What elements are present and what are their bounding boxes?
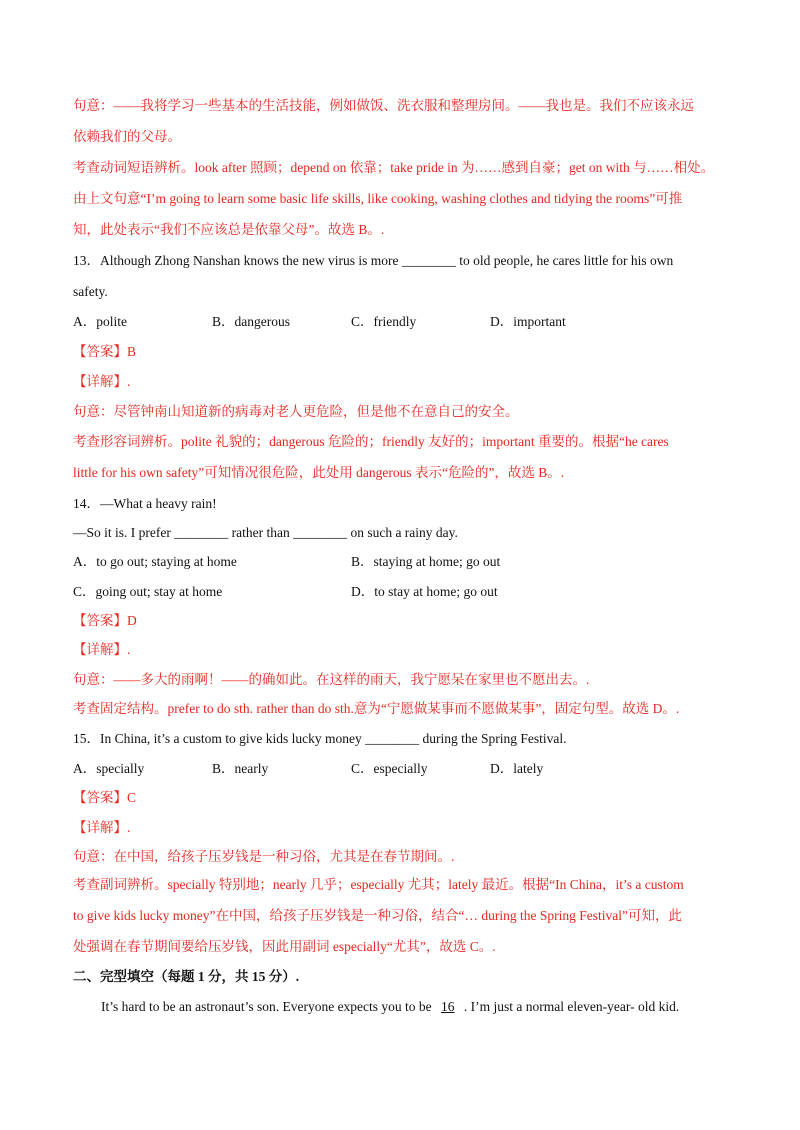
q15-option-b: B．nearly <box>212 761 269 776</box>
q15-analysis-line-2: to give kids lucky money”在中国，给孩子压岁钱是一种习俗，结合“… during the Spring Festival”可知，此 <box>73 908 682 923</box>
cloze-text-before: It’s hard to be an astronaut’s son. Everyone expects you to be <box>101 999 432 1014</box>
q12-meaning-line-1: 句意：——我将学习一些基本的生活技能，例如做饭、洗衣服和整理房间。——我也是。我们不应该永远 <box>73 98 694 113</box>
cloze-blank-16[interactable]: 16 <box>441 999 455 1014</box>
q14-answer: 【答案】D <box>73 613 137 628</box>
q12-meaning-line-2: 依赖我们的父母。 <box>73 129 181 144</box>
q13-stem-line-2: safety. <box>73 284 108 299</box>
q12-analysis-line-1: 考查动词短语辨析。look after 照顾；depend on 依靠；take pride in 为……感到自豪；get on with 与……相处。 <box>73 160 715 175</box>
q14-detail-label: 【详解】. <box>73 642 131 657</box>
q13-option-c: C．friendly <box>351 314 417 329</box>
cloze-paragraph-line-1 <box>101 998 679 1016</box>
q13-option-a: A．polite <box>73 314 127 329</box>
q13-answer: 【答案】B <box>73 344 137 359</box>
q15-stem: 15．In China, it’s a custom to give kids lucky money ________ during the Spring Festival. <box>73 731 567 746</box>
q15-analysis-line-3: 处强调在春节期间要给压岁钱，因此用副词 especially“尤其”，故选 C。. <box>73 939 496 954</box>
q12-analysis-line-3: 知，此处表示“我们不应该总是依靠父母”。故选 B。. <box>73 222 385 237</box>
q15-answer: 【答案】C <box>73 790 137 805</box>
q14-meaning: 句意：——多大的雨啊！——的确如此。在这样的雨天，我宁愿呆在家里也不愿出去。. <box>73 672 590 687</box>
section-heading: 二、完型填空（每题 1 分，共 15 分）. <box>73 969 300 984</box>
q14-stem-line-2: —So it is. I prefer ________ rather than ________ on such a rainy day. <box>73 525 458 540</box>
q12-analysis-line-2: 由上文句意“I’m going to learn some basic life skills, like cooking, washing clothes and tidying the rooms”可推 <box>73 191 683 206</box>
q14-option-c: C．going out; stay at home <box>73 584 223 599</box>
q13-option-d: D．important <box>490 314 566 329</box>
cloze-text-after: . I’m just a normal eleven-year- old kid. <box>463 999 680 1014</box>
q14-option-b: B．staying at home; go out <box>351 554 501 569</box>
q14-analysis: 考查固定结构。prefer to do sth. rather than do sth.意为“宁愿做某事而不愿做某事”，固定句型。故选 D。. <box>73 701 680 716</box>
q15-analysis-line-1: 考查副词辨析。specially 特别地；nearly 几乎；especially 尤其；lately 最近。根据“In China，it’s a custom <box>73 877 684 892</box>
q15-meaning: 句意：在中国，给孩子压岁钱是一种习俗，尤其是在春节期间。. <box>73 849 455 864</box>
q13-detail-label: 【详解】. <box>73 374 131 389</box>
q13-meaning: 句意：尽管钟南山知道新的病毒对老人更危险，但是他不在意自己的安全。 <box>73 404 519 419</box>
q15-option-c: C．especially <box>351 761 428 776</box>
q14-option-a: A．to go out; staying at home <box>73 554 237 569</box>
q15-option-d: D．lately <box>490 761 544 776</box>
q13-analysis-line-2: little for his own safety”可知情况很危险，此处用 dangerous 表示“危险的”，故选 B。. <box>73 465 565 480</box>
q13-option-b: B．dangerous <box>212 314 290 329</box>
q15-option-a: A．specially <box>73 761 145 776</box>
q13-stem-line-1: 13．Although Zhong Nanshan knows the new virus is more ________ to old people, he cares little for his own <box>73 253 674 268</box>
q14-stem-line-1: 14．—What a heavy rain! <box>73 496 217 511</box>
q14-option-d: D．to stay at home; go out <box>351 584 498 599</box>
q15-detail-label: 【详解】. <box>73 820 131 835</box>
q13-analysis-line-1: 考查形容词辨析。polite 礼貌的；dangerous 危险的；friendly 友好的；important 重要的。根据“he cares <box>73 434 669 449</box>
